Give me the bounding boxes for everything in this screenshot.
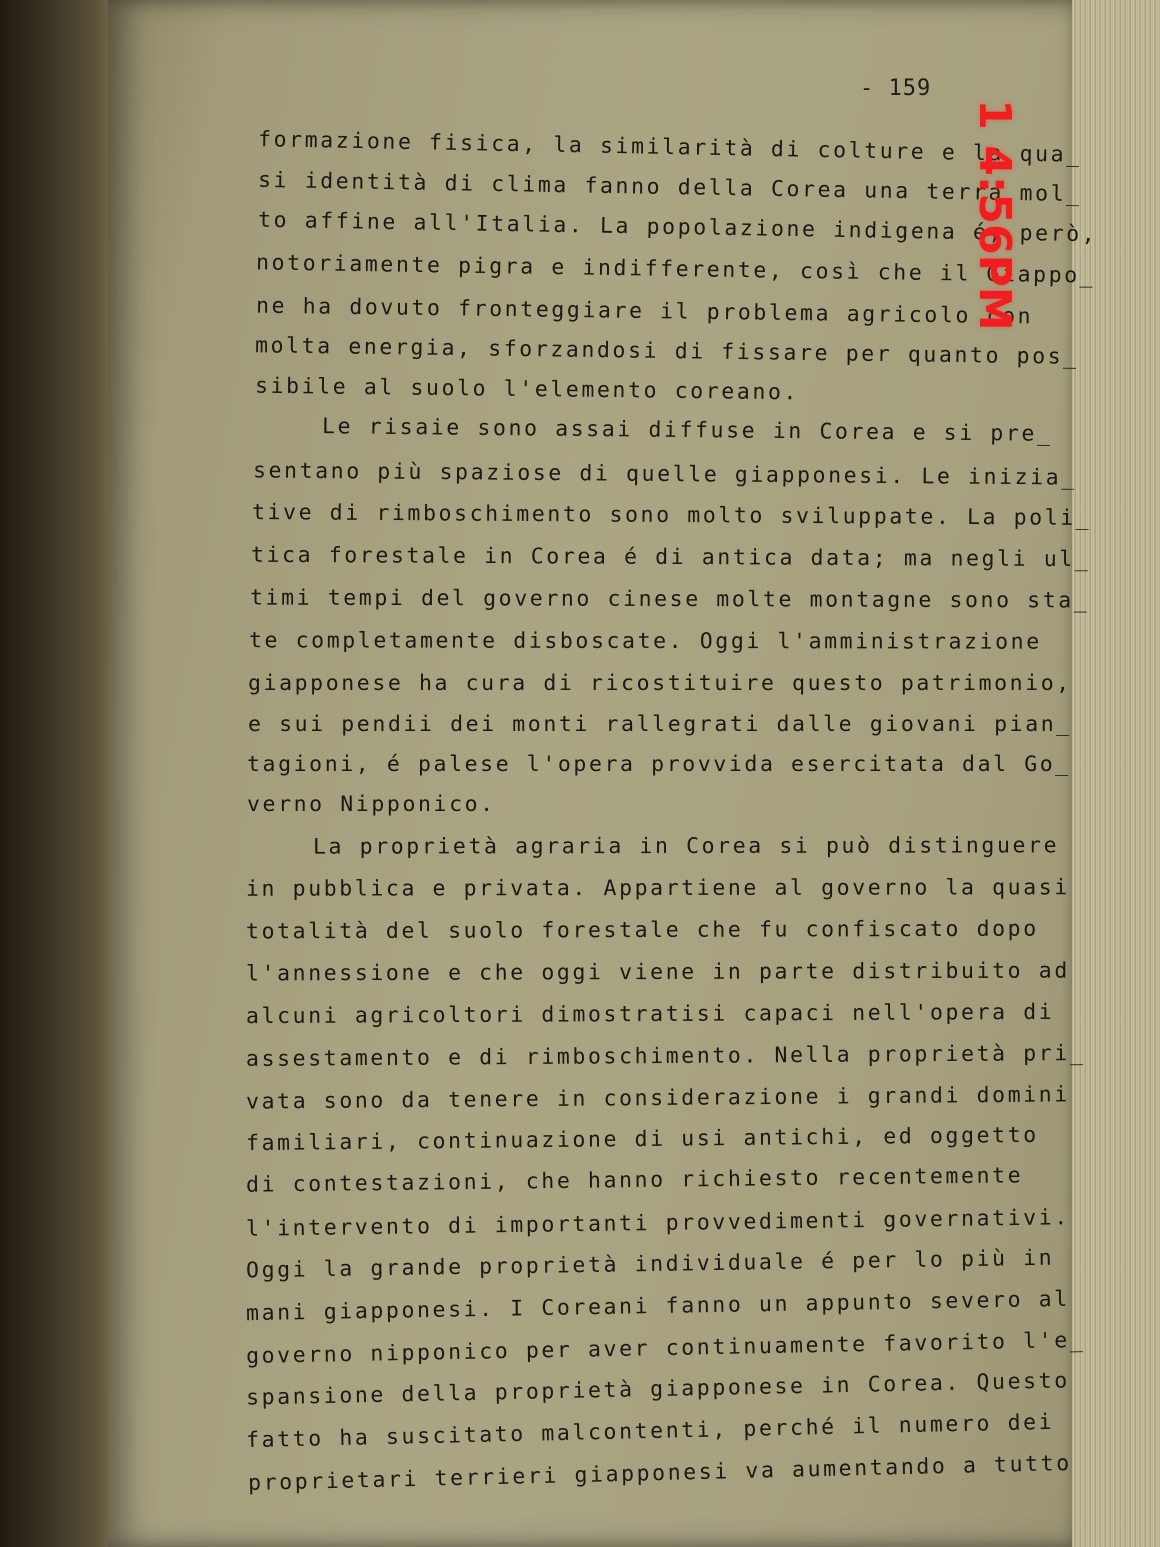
text-line: giapponese ha cura di ricostituire questo patrimonio, xyxy=(248,671,1072,696)
text-line: sentano più spaziose di quelle giapponesi. Le inizia_ xyxy=(252,458,1077,491)
text-line: mani giapponesi. I Coreani fanno un appunto severo al xyxy=(245,1286,1070,1327)
text-line: in pubblica e privata. Appartiene al governo la quasi xyxy=(245,875,1070,902)
text-line: totalità del suolo forestale che fu confiscato dopo xyxy=(245,916,1039,945)
page-number: - 159 xyxy=(860,76,932,101)
text-line: verno Nipponico. xyxy=(247,792,496,817)
text-line: notoriamente pigra e indifferente, così che il Giappo_ xyxy=(255,250,1096,289)
text-line: tica forestale in Corea é di antica data; ma negli ul_ xyxy=(250,542,1091,573)
text-line: tive di rimboschimento sono molto sviluppate. La poli_ xyxy=(251,500,1092,531)
text-line: tagioni, é palese l'opera provvida esercitata dal Go_ xyxy=(247,752,1071,777)
text-line: molta energia, sforzandosi di fissare per quanto pos_ xyxy=(254,333,1079,370)
text-line: fatto ha suscitato malcontenti, perché il numero dei xyxy=(245,1409,1055,1454)
text-line: si identità di clima fanno della Corea una terra mol_ xyxy=(257,167,1082,208)
text-line: timi tempi del governo cinese molte montagne sono sta_ xyxy=(249,585,1090,614)
text-line: assestamento e di rimboschimento. Nella proprietà pri_ xyxy=(245,1041,1086,1072)
text-line: di contestazioni, che hanno richiesto recentemente xyxy=(245,1163,1024,1198)
text-line: alcuni agricoltori dimostratisi capaci nell'opera di xyxy=(245,999,1055,1030)
text-line: ne ha dovuto fronteggiare il problema agricolo con xyxy=(255,293,1034,330)
text-line: te completamente disboscate. Oggi l'amministrazione xyxy=(248,628,1042,655)
text-line: spansione della proprietà giapponese in Corea. Questo xyxy=(245,1368,1071,1411)
text-line: sibile al suolo l'elemento coreano. xyxy=(254,373,800,406)
text-line: to affine all'Italia. La popolazione indigena é, però, xyxy=(257,207,1098,248)
text-line: Le risaie sono assai diffuse in Corea e si pre_ xyxy=(321,414,1053,447)
book-binding xyxy=(0,0,118,1547)
camera-timestamp: 1 4:56PM xyxy=(969,99,1021,331)
text-line: l'intervento di importanti provvedimenti governativi. xyxy=(245,1205,1070,1242)
text-line: governo nipponico per aver continuamente favorito l'e_ xyxy=(245,1327,1086,1370)
text-line: formazione fisica, la similarità di colture e la qua_ xyxy=(257,127,1083,168)
text-line: familiari, continuazione di usi antichi, ed oggetto xyxy=(245,1122,1039,1157)
text-line: Oggi la grande proprietà individuale é per lo più in xyxy=(245,1245,1055,1284)
text-line: e sui pendii dei monti rallegrati dalle giovani pian_ xyxy=(248,712,1072,737)
text-line: l'annessione e che oggi viene in parte distribuito ad xyxy=(245,958,1070,987)
text-line: La proprietà agraria in Corea si può distinguere xyxy=(312,833,1060,860)
text-line: proprietari terrieri giapponesi va aumentando a tutto xyxy=(247,1450,1073,1497)
text-line: vata sono da tenere in considerazione i grandi domini xyxy=(245,1082,1070,1115)
